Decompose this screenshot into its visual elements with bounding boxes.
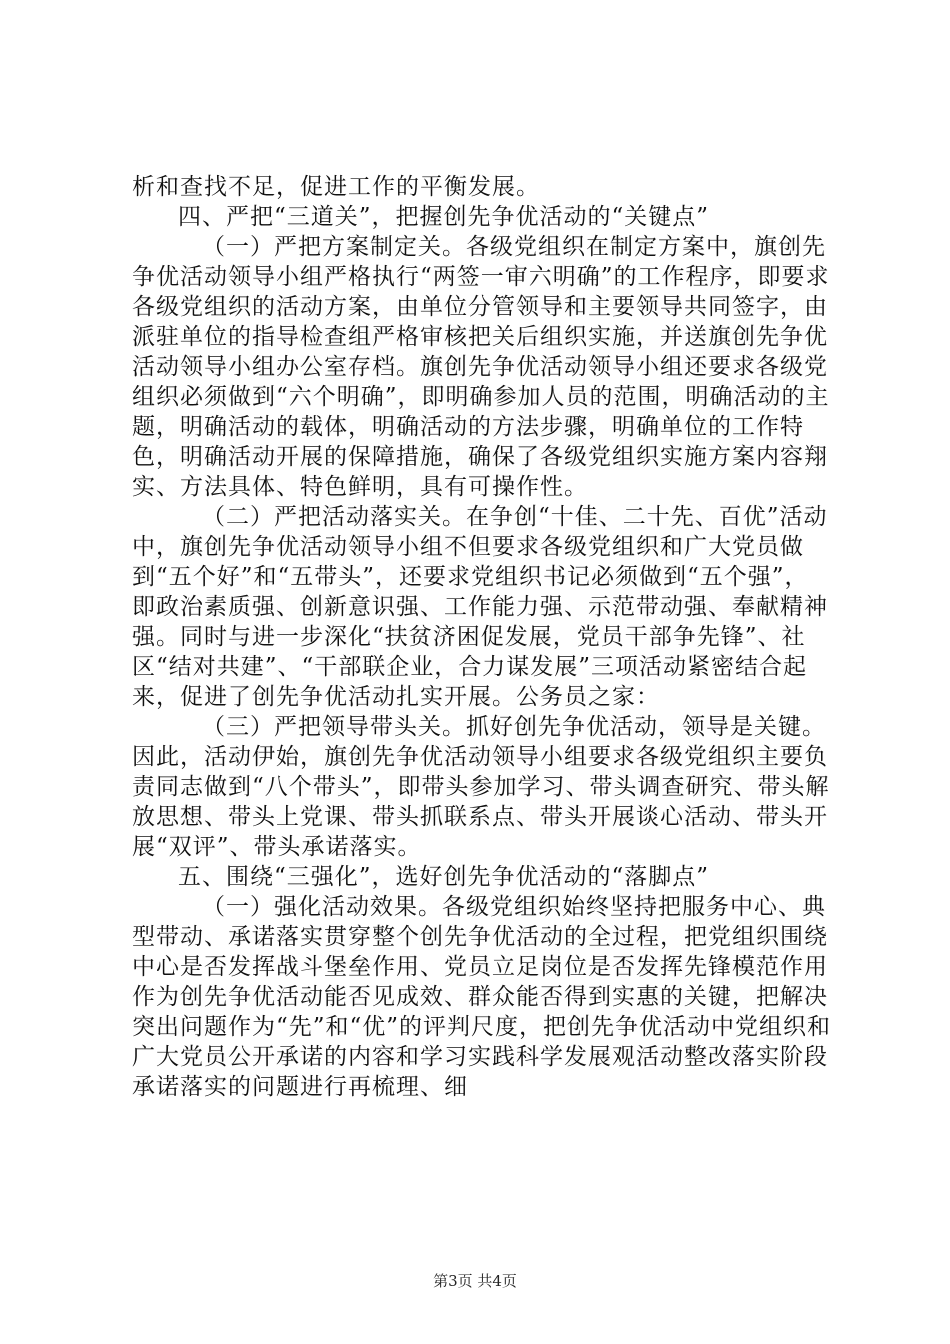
paragraph-leadership: （三）严把领导带头关。抓好创先争优活动，领导是关键。因此，活动伊始，旗创先争优活动领导小组要求各级党组织主要负责同志做到“八个带头”，即带头参加学习、带头调查研究、带头解放思想、带头上党课、带头抓联系点、带头开展谈心活动、带头开展“双评”、带头承诺落实。 — [132, 714, 830, 860]
page-number-footer: 第3页 共4页 — [433, 1272, 517, 1290]
paragraph-strengthen-effect: （一）强化活动效果。各级党组织始终坚持把服务中心、典型带动、承诺落实贯穿整个创先争优活动的全过程，把党组织围绕中心是否发挥战斗堡垒作用、党员立足岗位是否发挥先锋模范作用作为创先争优活动能否见成效、群众能否得到实惠的关键，把解决突出问题作为“先”和“优”的评判尺度，把创先争优活动中党组织和广大党员公开承诺的内容和学习实践科学发展观活动整改落实阶段承诺落实的问题进行再梳理、细 — [132, 894, 832, 1100]
section-heading-four: 四、严把“三道关”，把握创先争优活动的“关键点” — [178, 204, 710, 230]
paragraph-activity-implementation: （二）严把活动落实关。在争创“十佳、二十先、百优”活动中，旗创先争优活动领导小组不但要求各级党组织和广大党员做到“五个好”和“五带头”，还要求党组织书记必须做到“五个强”，即政治素质强、创新意识强、工作能力强、示范带动强、奉献精神强。同时与进一步深化“扶贫济困促发展，党员干部争先锋”、社区“结对共建”、“干部联企业，合力谋发展”三项活动紧密结合起来，促进了创先争优活动扎实开展。公务员之家： — [132, 504, 828, 710]
paragraph-plan-review: （一）严把方案制定关。各级党组织在制定方案中，旗创先争优活动领导小组严格执行“两签一审六明确”的工作程序，即要求各级党组织的活动方案，由单位分管领导和主要领导共同签字，由派驻单位的指导检查组严格审核把关后组织实施，并送旗创先争优活动领导小组办公室存档。旗创先争优活动领导小组还要求各级党组织必须做到“六个明确”，即明确参加人员的范围，明确活动的主题，明确活动的载体，明确活动的方法步骤，明确单位的工作特色，明确活动开展的保障措施，确保了各级党组织实施方案内容翔实、方法具体、特色鲜明，具有可操作性。 — [132, 234, 830, 500]
section-heading-five: 五、围绕“三强化”，选好创先争优活动的“落脚点” — [178, 864, 710, 890]
document-body — [132, 172, 832, 1102]
paragraph-continuation: 析和查找不足，促进工作的平衡发展。 — [132, 174, 540, 200]
